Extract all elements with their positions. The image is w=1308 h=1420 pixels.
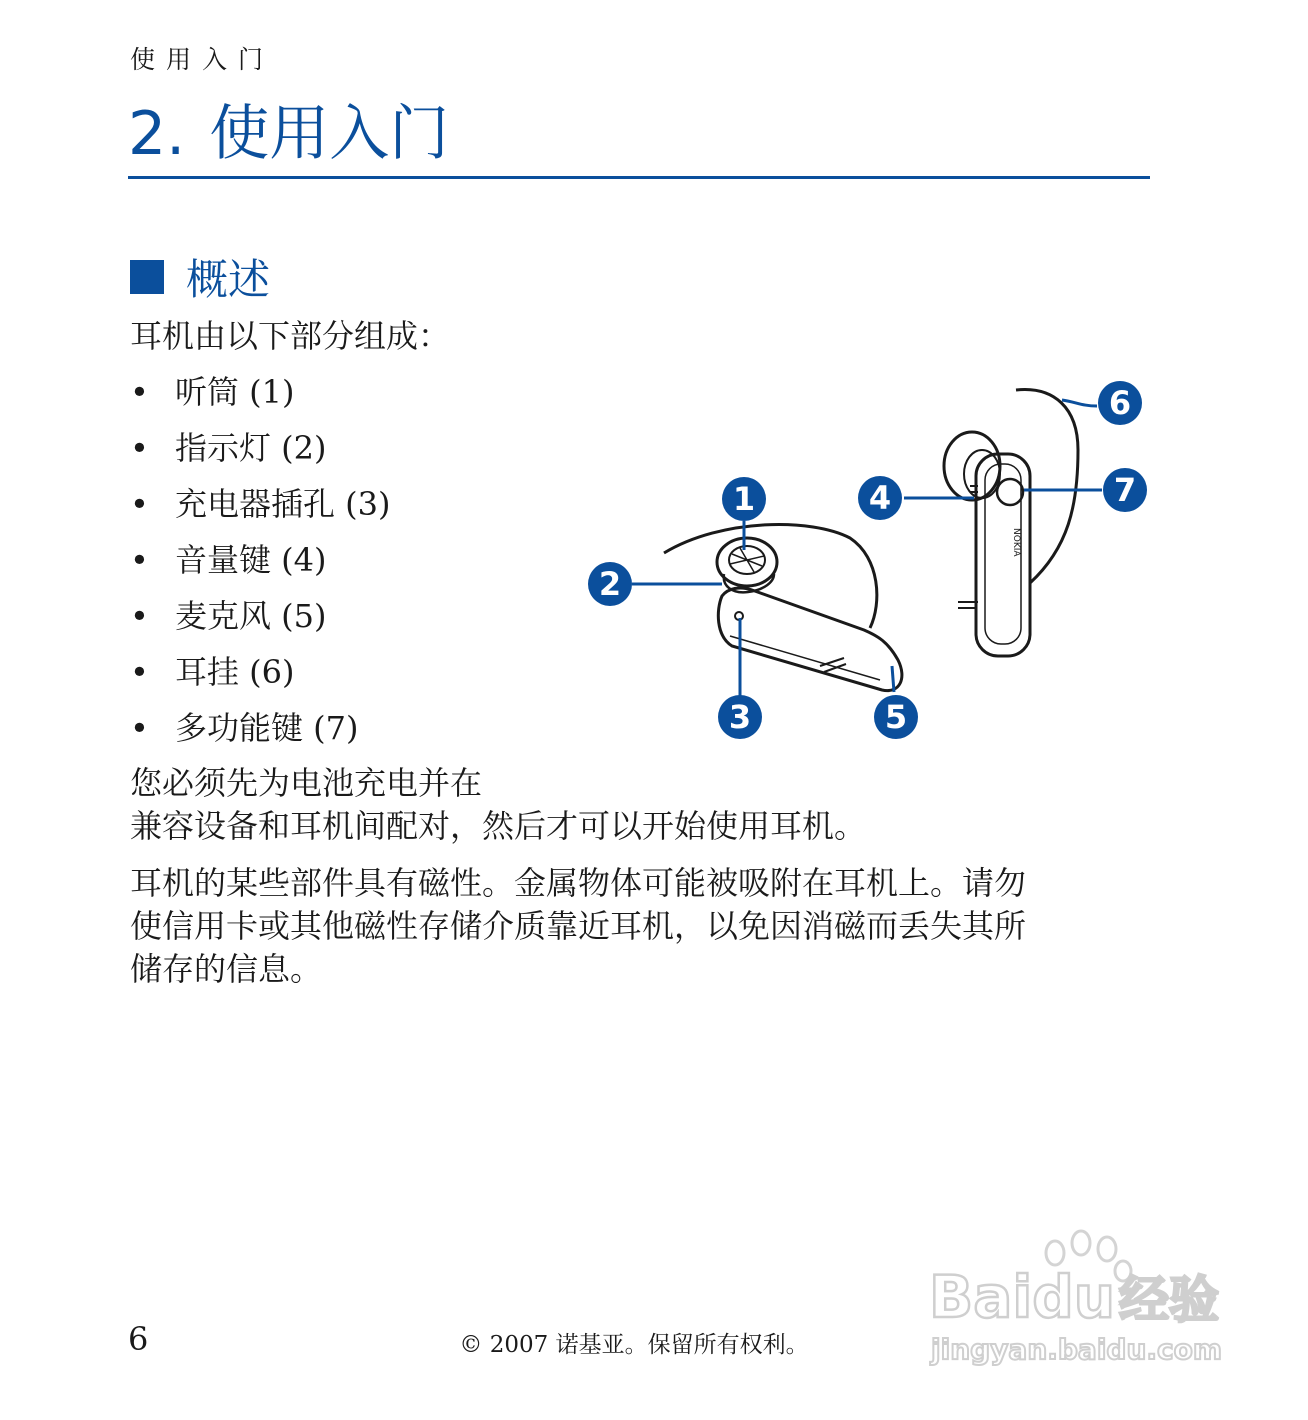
part-label: 麦克风 (5) (175, 597, 327, 635)
part-label: 耳挂 (6) (175, 653, 295, 691)
charging-paragraph (130, 762, 1150, 848)
part-label: 多功能键 (7) (175, 709, 359, 747)
bullet-icon: • (130, 597, 149, 635)
chapter-title-text: 使用入门 (209, 99, 450, 169)
section-heading (130, 252, 270, 302)
section-title: 概述 (186, 255, 271, 304)
charging-line-2: 兼容设备和耳机间配对，然后才可以开始使用耳机。 (130, 807, 867, 845)
callout-5 (874, 695, 918, 739)
list-item (130, 537, 391, 593)
list-item (130, 425, 391, 481)
watermark-product: 经验 (1119, 1271, 1219, 1329)
bullet-icon: • (130, 709, 149, 747)
part-label: 指示灯 (2) (175, 429, 327, 467)
list-item (130, 481, 391, 537)
running-header: 使用入门 (130, 45, 275, 74)
magnet-warning-paragraph (130, 862, 1150, 991)
bullet-icon: • (130, 485, 149, 523)
magnet-line-3: 储存的信息。 (130, 950, 323, 988)
headset-side-view (664, 524, 902, 690)
watermark-brand: Baidu (929, 1263, 1116, 1331)
magnet-line-2: 使信用卡或其他磁性存储介质靠近耳机，以免因消磁而丢失其所 (130, 907, 1027, 945)
multi-function-key (997, 479, 1023, 505)
callout-6 (1098, 381, 1142, 425)
callout-2 (588, 562, 632, 606)
chapter-number: 2. (128, 99, 186, 169)
svg-text:2: 2 (598, 565, 622, 603)
list-item (130, 593, 391, 649)
watermark-url: jingyan.baidu.com (931, 1333, 1223, 1366)
svg-text:5: 5 (884, 698, 908, 736)
bullet-icon: • (130, 373, 149, 411)
headset-body-left (718, 588, 902, 691)
part-label: 听筒 (1) (175, 373, 295, 411)
nokia-logo: NOKIA (1011, 528, 1021, 557)
list-item (130, 369, 391, 425)
bullet-icon: • (130, 653, 149, 691)
svg-text:7: 7 (1113, 471, 1137, 509)
callout-3 (718, 695, 762, 739)
bullet-icon: • (130, 541, 149, 579)
copyright-notice: © 2007 诺基亚。保留所有权利。 (459, 1332, 809, 1358)
callout-4 (858, 476, 902, 520)
svg-text:4: 4 (868, 479, 892, 517)
callout-7 (1103, 468, 1147, 512)
svg-text:1: 1 (732, 480, 756, 518)
list-item (130, 705, 391, 761)
chapter-rule (128, 176, 1150, 179)
bullet-icon: • (130, 429, 149, 467)
section-square-icon (130, 260, 164, 294)
part-label: 充电器插孔 (3) (175, 485, 391, 523)
intro-text: 耳机由以下部分组成： (130, 317, 451, 355)
headset-illustration (582, 378, 1148, 748)
magnet-line-1: 耳机的某些部件具有磁性。金属物体可能被吸附在耳机上。请勿 (130, 864, 1027, 902)
charging-line-1: 您必须先为电池充电并在 (130, 764, 483, 802)
headset-front-view (944, 390, 1078, 656)
baidu-jingyan-watermark (925, 1225, 1235, 1375)
earpiece-right (944, 432, 1000, 500)
callout-1 (722, 477, 766, 521)
page-number: 6 (128, 1320, 149, 1358)
chapter-title (128, 99, 450, 169)
part-label: 音量键 (4) (175, 541, 327, 579)
svg-text:3: 3 (728, 698, 752, 736)
ear-hook-right (1016, 390, 1078, 583)
list-item (130, 649, 391, 705)
svg-text:6: 6 (1108, 384, 1132, 422)
parts-list (130, 369, 391, 761)
